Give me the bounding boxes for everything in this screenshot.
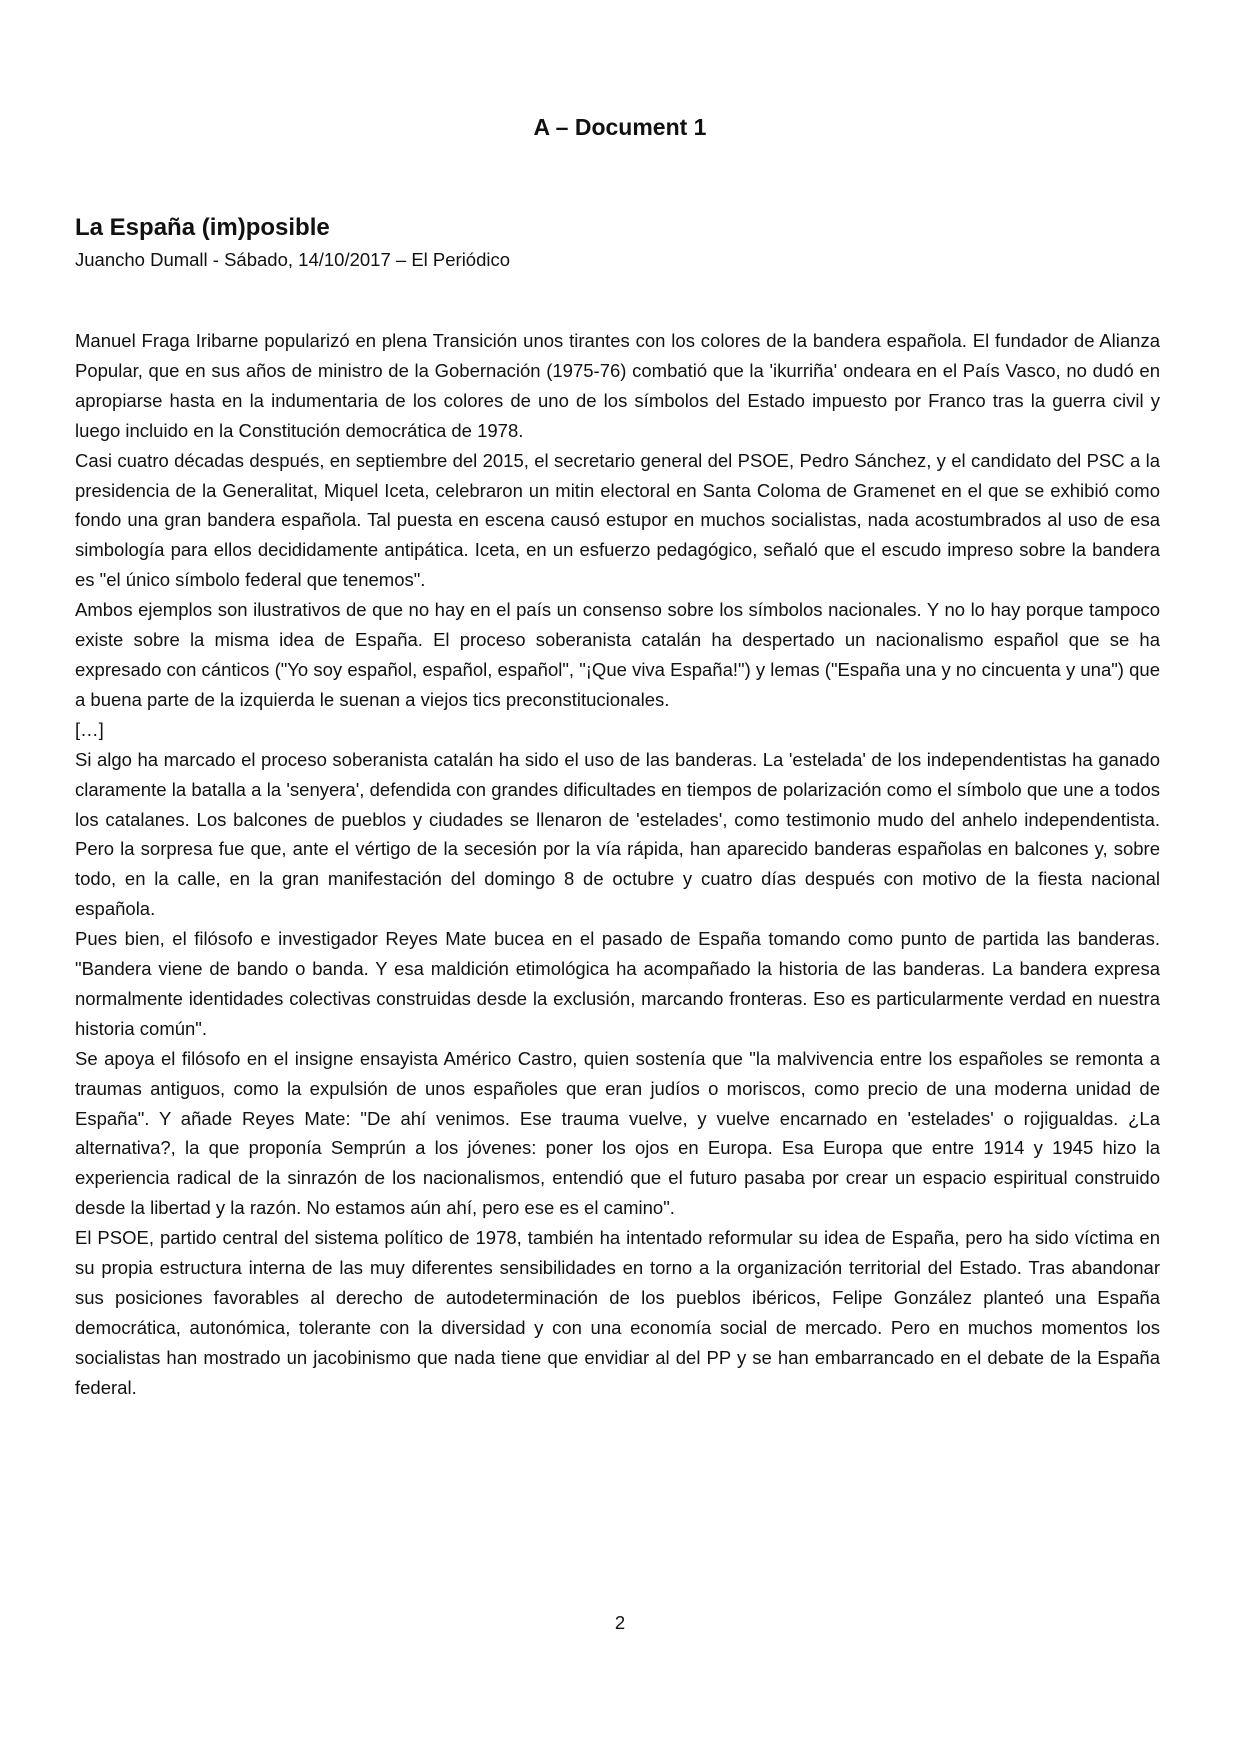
article-body	[75, 326, 1160, 1403]
paragraph-7: El PSOE, partido central del sistema político de 1978, también ha intentado reformular su idea de España, pero ha sido víctima en su propia estructura interna de las muy diferentes sensibilidades en torno a la organización territorial del Estado. Tras abandonar sus posiciones favorables al derecho de autodeterminación de los pueblos ibéricos, Felipe González planteó una España democrática, autonómica, tolerante con la diversidad y con una economía social de mercado. Pero en muchos momentos los socialistas han mostrado un jacobinismo que nada tiene que envidiar al del PP y se han embarrancado en el debate de la España federal.	[75, 1227, 1160, 1398]
paragraph-6: Se apoya el filósofo en el insigne ensayista Américo Castro, quien sostenía que "la malvivencia entre los españoles se remonta a traumas antiguos, como la expulsión de unos españoles que eran judíos o moriscos, como precio de una moderna unidad de España". Y añade Reyes Mate: "De ahí venimos. Ese trauma vuelve, y vuelve encarnado en 'estelades' o rojigualdas. ¿La alternativa?, la que proponía Semprún a los jóvenes: poner los ojos en Europa. Esa Europa que entre 1914 y 1945 hizo la experiencia radical de la sinrazón de los nacionalismos, entendió que el futuro pasaba por crear un espacio espiritual construido desde la libertad y la razón. No estamos aún ahí, pero ese es el camino".	[75, 1047, 1160, 1219]
paragraph-4: Si algo ha marcado el proceso soberanista catalán ha sido el uso de las banderas. La 'estelada' de los independentistas ha ganado claramente la batalla a la 'senyera', defendida con grandes dificultades en tiempos de polarización como el símbolo que une a todos los catalanes. Los balcones de pueblos y ciudades se llenaron de 'estelades', como testimonio mudo del anhelo independentista. Pero la sorpresa fue que, ante el vértigo de la secesión por la vía rápida, han aparecido banderas españolas en balcones y, sobre todo, en la calle, en la gran manifestación del domingo 8 de octubre y cuatro días después con motivo de la fiesta nacional española.	[75, 748, 1160, 920]
paragraph-3: Ambos ejemplos son ilustrativos de que no hay en el país un consenso sobre los símbolos nacionales. Y no lo hay porque tampoco existe sobre la misma idea de España. El proceso soberanista catalán ha despertado un nacionalismo español que se ha expresado con cánticos ("Yo soy español, español, español", "¡Que viva España!") y lemas ("España una y no cincuenta y una") que a buena parte de la izquierda le suenan a viejos tics preconstitucionales.	[75, 599, 1160, 710]
page-number: 2	[614, 1612, 626, 1633]
document-heading: A – Document 1	[533, 114, 707, 140]
article-title: La España (im)posible	[75, 214, 330, 241]
paragraph-5: Pues bien, el filósofo e investigador Reyes Mate bucea en el pasado de España tomando como punto de partida las banderas. "Bandera viene de bando o banda. Y esa maldición etimológica ha acompañado la historia de las banderas. La bandera expresa normalmente identidades colectivas construidas desde la exclusión, marcando fronteras. Eso es particularmente verdad en nuestra historia común".	[75, 928, 1160, 1039]
ellipsis-marker: […]	[75, 718, 104, 740]
paragraph-1: Manuel Fraga Iribarne popularizó en plena Transición unos tirantes con los colores de la bandera española. El fundador de Alianza Popular, que en sus años de ministro de la Gobernación (1975-76) combatió que la 'ikurriña' ondeara en el País Vasco, no dudó en apropiarse hasta en la indumentaria de los colores de uno de los símbolos del Estado impuesto por Franco tras la guerra civil y luego incluido en la Constitución democrática de 1978.	[75, 330, 1160, 441]
article-byline: Juancho Dumall - Sábado, 14/10/2017 – El Periódico	[75, 249, 511, 270]
article	[75, 212, 1160, 1403]
paragraph-2: Casi cuatro décadas después, en septiembre del 2015, el secretario general del PSOE, Pedro Sánchez, y el candidato del PSC a la presidencia de la Generalitat, Miquel Iceta, celebraron un mitin electoral en Santa Coloma de Gramenet en el que se exhibió como fondo una gran bandera española. Tal puesta en escena causó estupor en muchos socialistas, nada acostumbrados al uso de esa simbología para ellos decididamente antipática. Iceta, en un esfuerzo pedagógico, señaló que el escudo impreso sobre la bandera es "el único símbolo federal que tenemos".	[75, 449, 1160, 591]
